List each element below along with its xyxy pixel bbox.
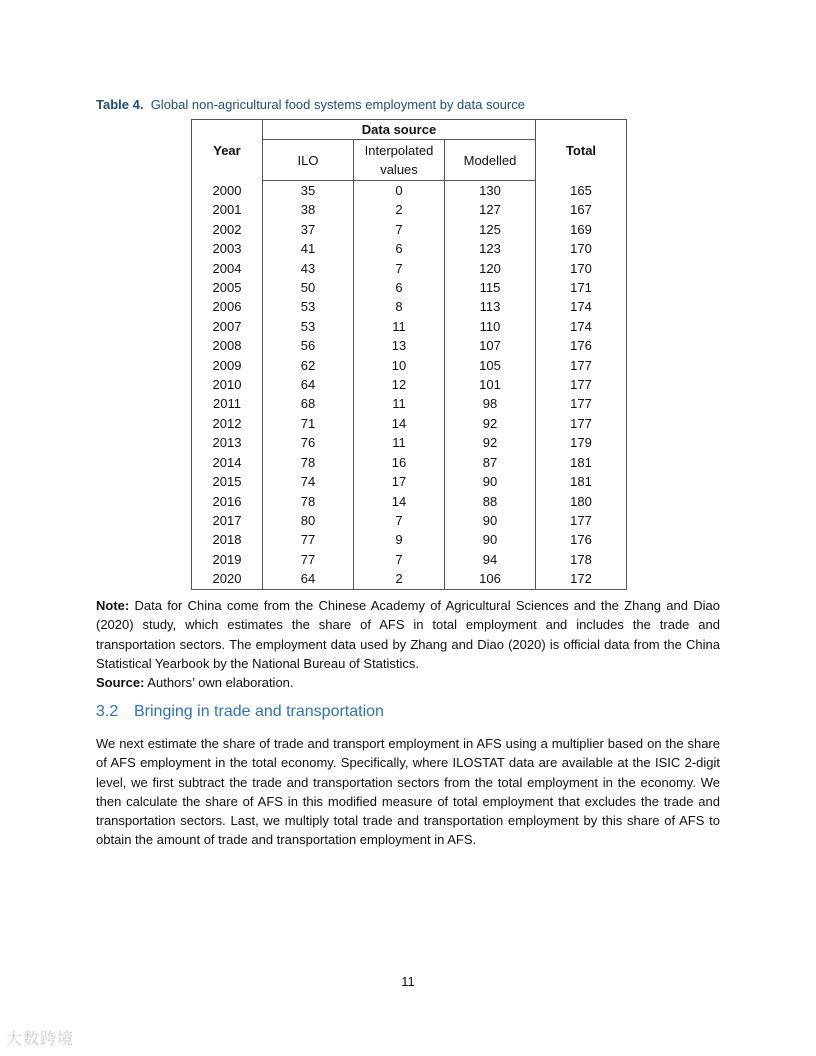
cell-total: 176 <box>536 336 627 355</box>
note-text: Data for China come from the Chinese Academy of Agricultural Sciences and the Zhang and Diao (2020) study, which estimates the share of AFS in total employment and includes the trade and transportation sectors. The employment data used by Zhang and Diao (2020) is official data from the China Statistical Yearbook by the National Bureau of Statistics. <box>96 598 720 671</box>
cell-total: 178 <box>536 550 627 569</box>
cell-modelled: 120 <box>445 259 536 278</box>
cell-ilo: 78 <box>263 453 354 472</box>
header-modelled: Modelled <box>445 140 536 181</box>
cell-interpolated: 11 <box>354 317 445 336</box>
cell-interpolated: 11 <box>354 394 445 413</box>
cell-total: 171 <box>536 278 627 297</box>
cell-total: 174 <box>536 297 627 316</box>
table-row <box>192 453 627 472</box>
cell-modelled: 123 <box>445 239 536 258</box>
cell-year: 2003 <box>192 239 263 258</box>
cell-total: 177 <box>536 394 627 413</box>
cell-total: 170 <box>536 239 627 258</box>
table-row <box>192 414 627 433</box>
cell-total: 169 <box>536 220 627 239</box>
cell-total: 181 <box>536 472 627 491</box>
page-number: 11 <box>401 974 415 989</box>
cell-interpolated: 16 <box>354 453 445 472</box>
cell-ilo: 62 <box>263 356 354 375</box>
cell-ilo: 53 <box>263 317 354 336</box>
cell-total: 177 <box>536 375 627 394</box>
cell-interpolated: 7 <box>354 550 445 569</box>
table-row <box>192 375 627 394</box>
cell-ilo: 53 <box>263 297 354 316</box>
cell-interpolated: 17 <box>354 472 445 491</box>
header-total: Total <box>536 120 627 181</box>
cell-ilo: 41 <box>263 239 354 258</box>
cell-interpolated: 6 <box>354 239 445 258</box>
source-text: Authors’ own elaboration. <box>144 675 294 691</box>
cell-modelled: 105 <box>445 356 536 375</box>
cell-ilo: 74 <box>263 472 354 491</box>
cell-modelled: 94 <box>445 550 536 569</box>
cell-interpolated: 7 <box>354 511 445 530</box>
header-interpolated <box>354 140 445 181</box>
cell-year: 2009 <box>192 356 263 375</box>
table-row <box>192 239 627 258</box>
cell-total: 177 <box>536 511 627 530</box>
section-number: 3.2 <box>96 703 119 720</box>
table-note <box>96 596 720 692</box>
body-paragraph: We next estimate the share of trade and transport employment in AFS using a multiplier based on the share of AFS employment in the total economy. Specifically, where ILOSTAT data are available at the ISIC 2-digit level, we first subtract the trade and transportation sectors from the total employment in the economy. We then calculate the share of AFS in this modified measure of total employment that excludes the trade and transportation sectors. Last, we multiply total trade and transportation employment by this share of AFS to obtain the amount of trade and transportation employment in AFS. <box>96 736 720 848</box>
cell-ilo: 64 <box>263 569 354 589</box>
cell-year: 2012 <box>192 414 263 433</box>
header-interpolated-line2: values <box>380 162 418 177</box>
cell-ilo: 71 <box>263 414 354 433</box>
cell-year: 2018 <box>192 530 263 549</box>
section-heading <box>96 703 384 721</box>
table-row <box>192 317 627 336</box>
table-caption <box>96 97 525 112</box>
cell-modelled: 113 <box>445 297 536 316</box>
cell-modelled: 107 <box>445 336 536 355</box>
cell-total: 177 <box>536 414 627 433</box>
header-interpolated-line1: Interpolated <box>364 143 434 158</box>
cell-ilo: 64 <box>263 375 354 394</box>
cell-ilo: 43 <box>263 259 354 278</box>
cell-total: 181 <box>536 453 627 472</box>
cell-interpolated: 6 <box>354 278 445 297</box>
cell-modelled: 87 <box>445 453 536 472</box>
cell-year: 2017 <box>192 511 263 530</box>
cell-modelled: 92 <box>445 414 536 433</box>
cell-year: 2007 <box>192 317 263 336</box>
cell-interpolated: 9 <box>354 530 445 549</box>
caption-label: Table 4. <box>96 97 144 112</box>
table-row <box>192 259 627 278</box>
cell-year: 2014 <box>192 453 263 472</box>
cell-year: 2001 <box>192 200 263 219</box>
cell-ilo: 50 <box>263 278 354 297</box>
table-body <box>192 181 627 590</box>
cell-modelled: 98 <box>445 394 536 413</box>
cell-ilo: 37 <box>263 220 354 239</box>
cell-year: 2005 <box>192 278 263 297</box>
cell-total: 172 <box>536 569 627 589</box>
cell-year: 2002 <box>192 220 263 239</box>
section-title: Bringing in trade and transportation <box>134 703 384 720</box>
table-row <box>192 394 627 413</box>
cell-interpolated: 13 <box>354 336 445 355</box>
cell-year: 2011 <box>192 394 263 413</box>
table-row <box>192 220 627 239</box>
table-row <box>192 472 627 491</box>
employment-table <box>191 119 627 590</box>
cell-ilo: 77 <box>263 530 354 549</box>
cell-modelled: 130 <box>445 181 536 201</box>
source-label: Source: <box>96 675 145 691</box>
cell-modelled: 106 <box>445 569 536 589</box>
table-row <box>192 356 627 375</box>
cell-ilo: 38 <box>263 200 354 219</box>
cell-interpolated: 14 <box>354 414 445 433</box>
table-row <box>192 511 627 530</box>
cell-year: 2015 <box>192 472 263 491</box>
cell-ilo: 78 <box>263 492 354 511</box>
cell-modelled: 127 <box>445 200 536 219</box>
cell-total: 177 <box>536 356 627 375</box>
caption-text: Global non-agricultural food systems employment by data source <box>150 97 525 112</box>
watermark-logo: 大数跨境 <box>6 1031 75 1048</box>
cell-ilo: 76 <box>263 433 354 452</box>
cell-interpolated: 11 <box>354 433 445 452</box>
cell-interpolated: 2 <box>354 569 445 589</box>
cell-interpolated: 7 <box>354 220 445 239</box>
table-row <box>192 278 627 297</box>
cell-year: 2019 <box>192 550 263 569</box>
cell-total: 167 <box>536 200 627 219</box>
table-row <box>192 181 627 201</box>
cell-interpolated: 12 <box>354 375 445 394</box>
header-data-source: Data source <box>263 120 536 140</box>
cell-interpolated: 14 <box>354 492 445 511</box>
cell-modelled: 90 <box>445 511 536 530</box>
cell-ilo: 56 <box>263 336 354 355</box>
cell-year: 2000 <box>192 181 263 201</box>
cell-interpolated: 8 <box>354 297 445 316</box>
cell-ilo: 80 <box>263 511 354 530</box>
cell-year: 2020 <box>192 569 263 589</box>
cell-year: 2008 <box>192 336 263 355</box>
cell-total: 179 <box>536 433 627 452</box>
cell-modelled: 92 <box>445 433 536 452</box>
cell-modelled: 125 <box>445 220 536 239</box>
cell-total: 174 <box>536 317 627 336</box>
cell-total: 170 <box>536 259 627 278</box>
cell-year: 2004 <box>192 259 263 278</box>
table-row <box>192 550 627 569</box>
cell-interpolated: 10 <box>354 356 445 375</box>
table-row <box>192 492 627 511</box>
cell-total: 165 <box>536 181 627 201</box>
cell-modelled: 90 <box>445 472 536 491</box>
cell-interpolated: 0 <box>354 181 445 201</box>
cell-interpolated: 7 <box>354 259 445 278</box>
table-row <box>192 297 627 316</box>
cell-year: 2013 <box>192 433 263 452</box>
cell-year: 2006 <box>192 297 263 316</box>
cell-ilo: 68 <box>263 394 354 413</box>
table-row <box>192 200 627 219</box>
cell-ilo: 35 <box>263 181 354 201</box>
table-row <box>192 530 627 549</box>
table-row <box>192 336 627 355</box>
cell-ilo: 77 <box>263 550 354 569</box>
cell-modelled: 90 <box>445 530 536 549</box>
cell-year: 2010 <box>192 375 263 394</box>
note-label: Note: <box>96 598 130 613</box>
cell-modelled: 101 <box>445 375 536 394</box>
header-ilo: ILO <box>263 140 354 181</box>
header-year: Year <box>192 120 263 181</box>
cell-total: 180 <box>536 492 627 511</box>
cell-modelled: 115 <box>445 278 536 297</box>
table-row <box>192 569 627 589</box>
cell-interpolated: 2 <box>354 200 445 219</box>
cell-year: 2016 <box>192 492 263 511</box>
table-row <box>192 433 627 452</box>
cell-modelled: 110 <box>445 317 536 336</box>
cell-modelled: 88 <box>445 492 536 511</box>
cell-total: 176 <box>536 530 627 549</box>
